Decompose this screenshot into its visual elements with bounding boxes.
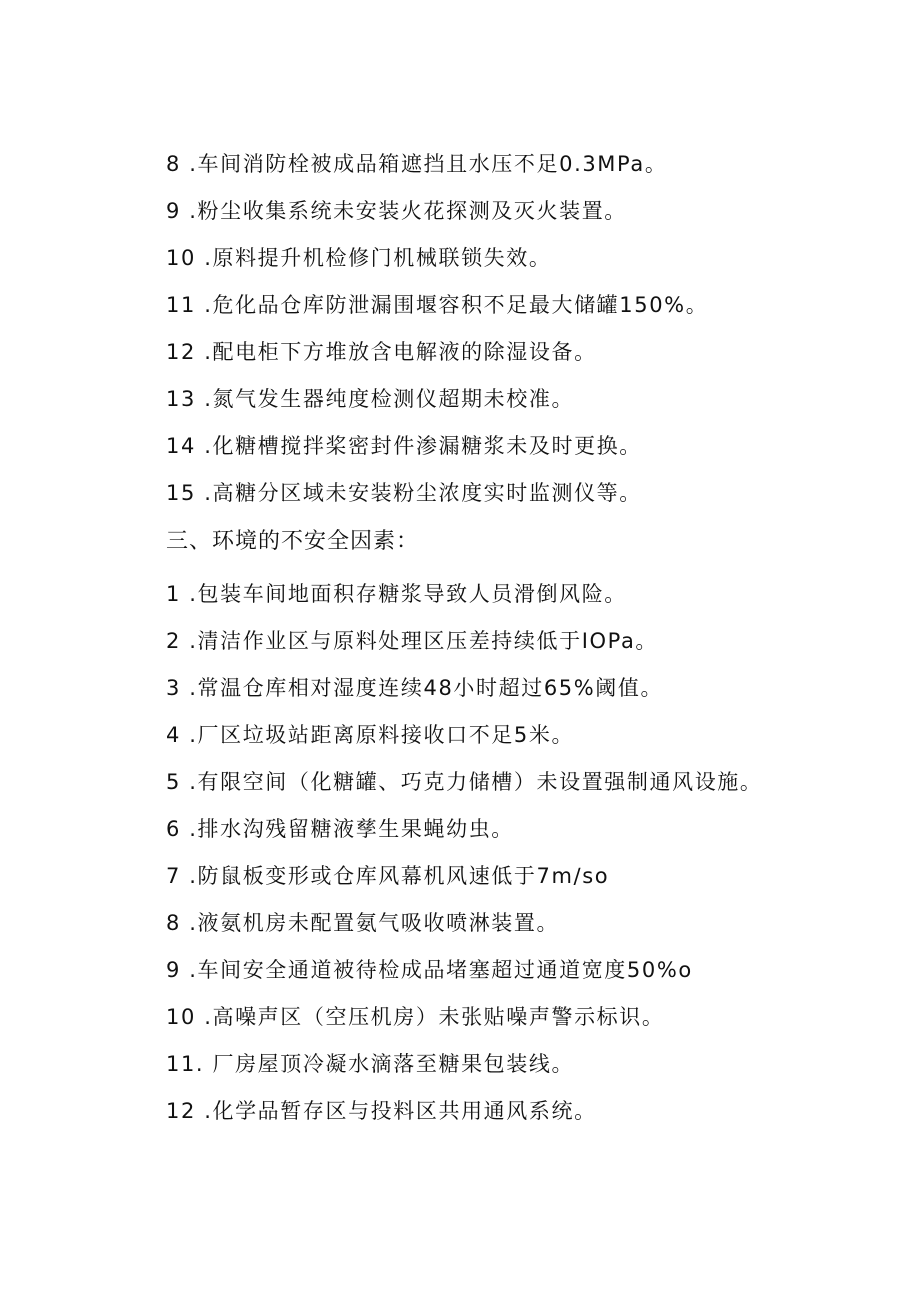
list-item: 1 .包装车间地面积存糖浆导致人员滑倒风险。	[166, 582, 627, 606]
list-item: 2 .清洁作业区与原料处理区压差持续低于IOPa。	[166, 629, 659, 653]
list-item: 10 .原料提升机检修门机械联锁失效。	[166, 246, 552, 270]
list-item: 15 .高糖分区域未安装粉尘浓度实时监测仪等。	[166, 481, 642, 505]
list-item: 11 .危化品仓库防泄漏围堰容积不足最大储罐150%。	[166, 293, 709, 317]
list-item: 4 .厂区垃圾站距离原料接收口不足5米。	[166, 723, 575, 747]
list-item: 10 .高噪声区（空压机房）未张贴噪声警示标识。	[166, 1005, 665, 1029]
list-item: 13 .氮气发生器纯度检测仪超期未校准。	[166, 387, 575, 411]
list-item: 12 .配电柜下方堆放含电解液的除湿设备。	[166, 340, 597, 364]
list-item: 9 .粉尘收集系统未安装火花探测及灭火装置。	[166, 199, 627, 223]
section-two-list	[166, 146, 886, 522]
list-item: 9 .车间安全通道被待检成品堵塞超过通道宽度50%o	[166, 958, 693, 982]
list-item: 11. 厂房屋顶冷凝水滴落至糖果包装线。	[166, 1052, 575, 1076]
list-item: 8 .液氨机房未配置氨气吸收喷淋装置。	[166, 911, 560, 935]
section-three-heading: 三、环境的不安全因素：	[166, 529, 420, 554]
list-item: 14 .化糖槽搅拌桨密封件渗漏糖浆未及时更换。	[166, 434, 642, 458]
list-item: 8 .车间消防栓被成品箱遮挡且水压不足0.3MPa。	[166, 152, 668, 176]
list-item: 5 .有限空间（化糖罐、巧克力储槽）未设置强制通风设施。	[166, 770, 763, 794]
list-item: 7 .防鼠板变形或仓库风幕机风速低于7m∕so	[166, 864, 610, 888]
list-item: 3 .常温仓库相对湿度连续48小时超过65%阈值。	[166, 676, 664, 700]
section-three-list	[166, 576, 886, 1140]
list-item: 6 .排水沟残留糖液孳生果蝇幼虫。	[166, 817, 514, 841]
list-item: 12 .化学品暂存区与投料区共用通风系统。	[166, 1099, 597, 1123]
